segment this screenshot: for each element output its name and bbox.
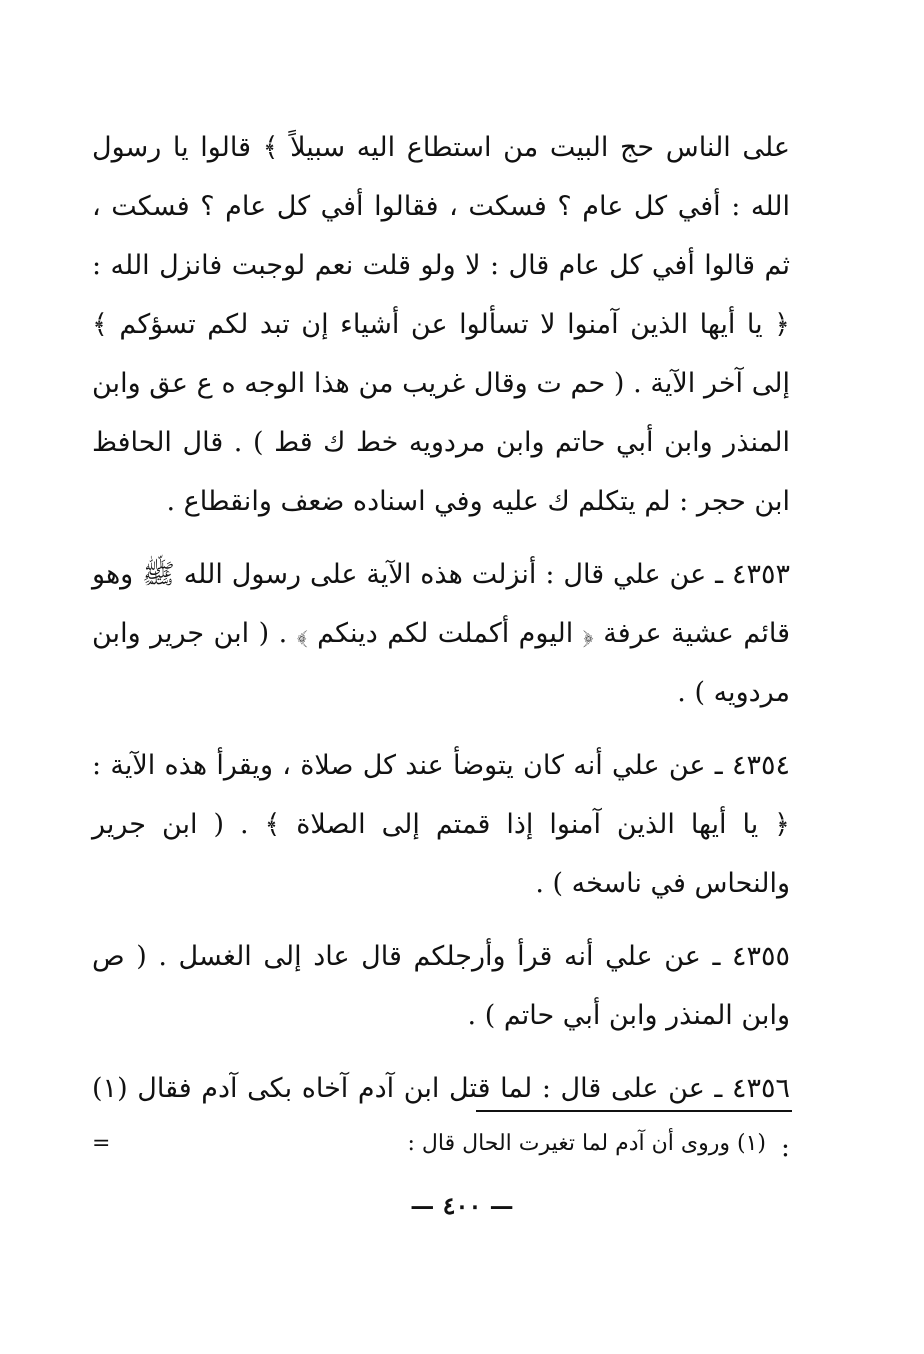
- page-number: — ٤٠٠ —: [410, 1191, 514, 1220]
- paragraph-hadith-4355: ٤٣٥٥ ـ عن علي أنه قرأ وأرجلكم قال عاد إلى الغسل . ( ص وابن المنذر وابن أبي حاتم ) .: [92, 941, 790, 1031]
- footnote-divider: [476, 1110, 792, 1112]
- main-text: [92, 118, 790, 1177]
- paragraph-hadith-4354: ٤٣٥٤ ـ عن علي أنه كان يتوضأ عند كل صلاة ، ويقرأ هذه الآية : ﴿ يا أيها الذين آمنوا إذا قمتم إلى الصلاة ﴾ . ( ابن جرير والنحاس في ناسخه ) .: [92, 750, 790, 899]
- footnote: (١) وروى أن آدم لما تغيرت الحال قال :: [407, 1131, 766, 1156]
- paragraph-hadith-4353: ٤٣٥٣ ـ عن علي قال : أنزلت هذه الآية على رسول الله ﷺ وهو قائم عشية عرفة ﴿ اليوم أكملت لكم دينكم ﴾ . ( ابن جرير وابن مردويه ) .: [92, 559, 790, 708]
- paragraph-continuation: على الناس حج البيت من استطاع اليه سبيلاً ﴾ قالوا يا رسول الله : أفي كل عام ؟ فسكت ، فقالوا أفي كل عام ؟ فسكت ، ثم قالوا أفي كل عام قال : لا ولو قلت نعم لوجبت فانزل الله : ﴿ يا أيها الذين آمنوا لا تسألوا عن أشياء إن تبد لكم تسؤكم ﴾ إلى آخر الآية . ( حم ت وقال غريب من هذا الوجه ه ع عق وابن المنذر وابن أبي حاتم وابن مردويه خط ك قط ) . قال الحافظ ابن حجر : لم يتكلم ك عليه وفي اسناده ضعف وانقطاع .: [92, 132, 790, 517]
- footnote-continuation-mark: =: [92, 1131, 111, 1156]
- paragraph-hadith-4356: ٤٣٥٦ ـ عن على قال : لما قتل ابن آدم آخاه بكى آدم فقال (١) :: [92, 1073, 790, 1163]
